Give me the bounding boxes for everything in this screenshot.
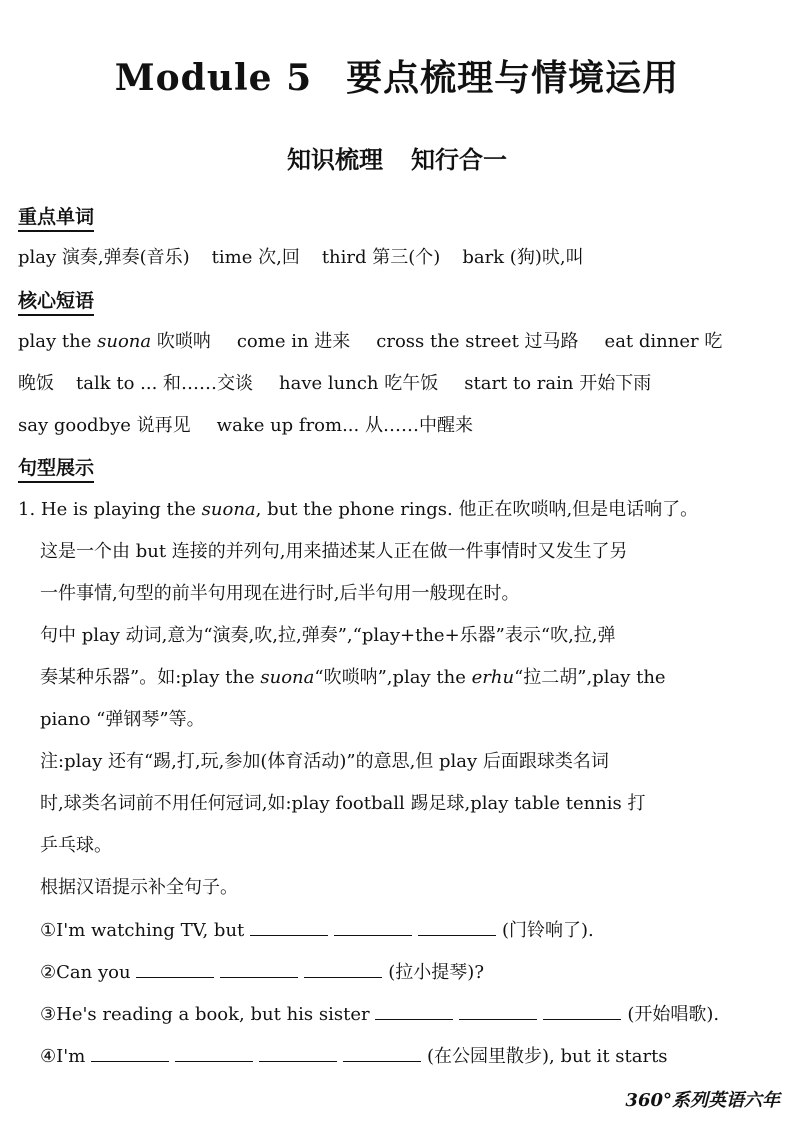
blank-input[interactable] xyxy=(259,1043,337,1062)
exercise-2: ②Can you (拉小提琴)? xyxy=(40,959,484,986)
phrase-item: talk to ... 和……交谈 xyxy=(76,373,254,394)
phrase-item: play the suona 吹唢呐 xyxy=(18,331,211,352)
exercise-instruction: 根据汉语提示补全句子。 xyxy=(40,877,238,898)
blank-input[interactable] xyxy=(250,917,328,936)
phrases-line-3 xyxy=(18,413,473,439)
section-sentence-patterns: 句型展示 xyxy=(18,456,94,483)
blank-input[interactable] xyxy=(91,1043,169,1062)
section-key-words: 重点单词 xyxy=(18,205,94,232)
phrase-item: eat dinner 吃 xyxy=(604,331,723,352)
explanation-line: 一件事情,句型的前半句用现在进行时,后半句用一般现在时。 xyxy=(40,583,520,604)
explanation-line: 奏某种乐器”。如:play the suona“吹唢呐”,play the erhu“拉二胡”,play the xyxy=(40,667,666,688)
sentence-1: 1. He is playing the suona, but the phone rings. 他正在吹唢呐,但是电话响了。 xyxy=(18,499,699,520)
explanation-line: piano “弹钢琴”等。 xyxy=(40,709,205,730)
note-line: 乒乓球。 xyxy=(40,835,112,856)
blank-input[interactable] xyxy=(459,1001,537,1020)
module-label: Module 5 xyxy=(114,57,313,99)
subtitle-right: 知行合一 xyxy=(411,145,507,174)
word-item: play 演奏,弹奏(音乐) xyxy=(18,247,190,268)
note-line: 注:play 还有“踢,打,玩,参加(体育活动)”的意思,但 play 后面跟球类名词 xyxy=(40,751,609,772)
phrase-item: have lunch 吃午饭 xyxy=(279,373,439,394)
note-line: 时,球类名词前不用任何冠词,如:play football 踢足球,play table tennis 打 xyxy=(40,793,646,814)
phrase-item: come in 进来 xyxy=(236,331,351,352)
module-title: 要点梳理与情境运用 xyxy=(346,57,680,99)
blank-input[interactable] xyxy=(375,1001,453,1020)
exercise-1: ①I'm watching TV, but (门铃响了). xyxy=(40,917,594,944)
words-line xyxy=(18,245,584,271)
blank-input[interactable] xyxy=(334,917,412,936)
blank-input[interactable] xyxy=(343,1043,421,1062)
phrases-line-2 xyxy=(18,371,651,397)
blank-input[interactable] xyxy=(220,959,298,978)
phrase-item: say goodbye 说再见 xyxy=(18,415,191,436)
exercise-3: ③He's reading a book, but his sister (开始唱歌). xyxy=(40,1001,719,1028)
subtitle-left: 知识梳理 xyxy=(287,145,383,174)
footer-series: 360°系列英语六年 xyxy=(625,1090,780,1111)
blank-input[interactable] xyxy=(175,1043,253,1062)
explanation-line: 句中 play 动词,意为“演奏,吹,拉,弹奏”,“play+the+乐器”表示“吹,拉,弹 xyxy=(40,625,616,646)
page-title xyxy=(0,50,794,101)
explanation-line: 这是一个由 but 连接的并列句,用来描述某人正在做一件事情时又发生了另 xyxy=(40,541,628,562)
blank-input[interactable] xyxy=(418,917,496,936)
word-item: third 第三(个) xyxy=(321,247,441,268)
blank-input[interactable] xyxy=(543,1001,621,1020)
exercise-4: ④I'm (在公园里散步), but it starts xyxy=(40,1043,668,1070)
phrases-line-1 xyxy=(18,329,722,355)
section-core-phrases: 核心短语 xyxy=(18,289,94,316)
phrase-item: start to rain 开始下雨 xyxy=(464,373,652,394)
phrase-item: wake up from... 从……中醒来 xyxy=(216,415,473,436)
phrase-item: cross the street 过马路 xyxy=(376,331,579,352)
word-item: time 次,回 xyxy=(211,247,300,268)
phrase-item: 晚饭 xyxy=(18,373,54,394)
word-item: bark (狗)吠,叫 xyxy=(462,247,584,268)
blank-input[interactable] xyxy=(136,959,214,978)
blank-input[interactable] xyxy=(304,959,382,978)
subtitle xyxy=(0,140,794,175)
